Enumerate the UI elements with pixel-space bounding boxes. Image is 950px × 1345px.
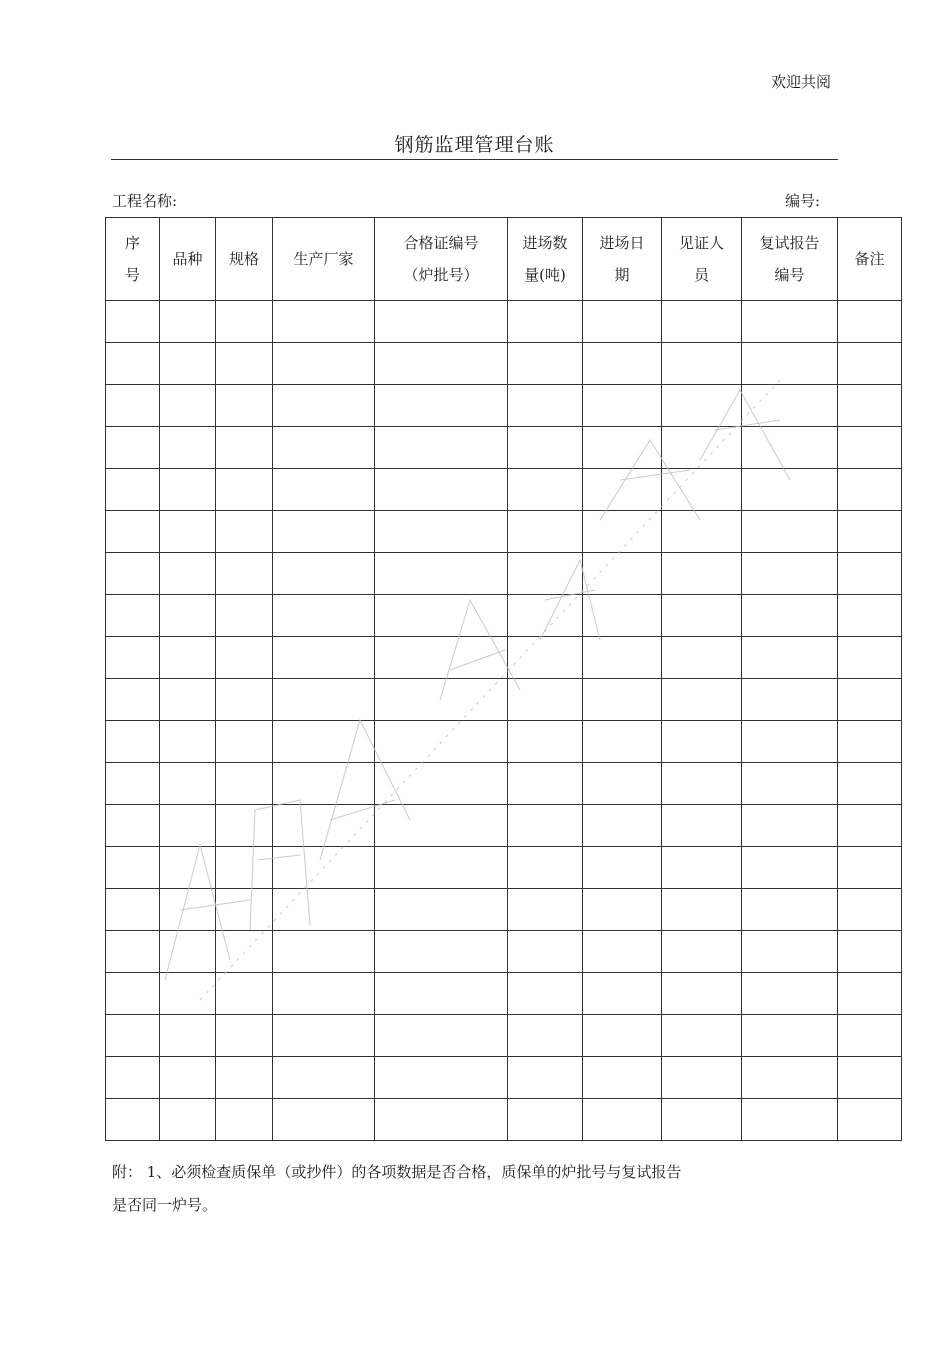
table-cell: [160, 847, 216, 889]
table-cell: [375, 427, 508, 469]
table-cell: [583, 931, 662, 973]
table-cell: [742, 763, 838, 805]
table-row: [106, 889, 902, 931]
table-cell: [216, 679, 273, 721]
table-cell: [375, 595, 508, 637]
table-cell: [583, 637, 662, 679]
table-cell: [838, 1099, 902, 1141]
table-cell: [375, 973, 508, 1015]
table-cell: [160, 511, 216, 553]
table-cell: [662, 301, 742, 343]
table-cell: [583, 1057, 662, 1099]
table-cell: [273, 847, 375, 889]
table-row: [106, 1057, 902, 1099]
table-cell: [216, 721, 273, 763]
table-cell: [508, 1057, 583, 1099]
table-cell: [508, 805, 583, 847]
table-cell: [273, 427, 375, 469]
table-cell: [662, 805, 742, 847]
table-cell: [216, 385, 273, 427]
title-underline: [111, 130, 838, 160]
col-variety: 品种: [160, 218, 216, 301]
number-label: 编号:: [784, 192, 820, 210]
table-cell: [838, 343, 902, 385]
table-cell: [273, 1099, 375, 1141]
table-cell: [583, 889, 662, 931]
table-cell: [742, 931, 838, 973]
table-cell: [216, 1099, 273, 1141]
col-retest-report-no: 复试报告 编号: [742, 218, 838, 301]
table-cell: [508, 721, 583, 763]
table-row: [106, 385, 902, 427]
table-cell: [583, 679, 662, 721]
table-cell: [106, 427, 160, 469]
table-cell: [160, 973, 216, 1015]
table-cell: [838, 637, 902, 679]
table-cell: [106, 343, 160, 385]
table-cell: [273, 301, 375, 343]
table-cell: [216, 847, 273, 889]
table-cell: [273, 1057, 375, 1099]
table-cell: [583, 721, 662, 763]
table-cell: [160, 1057, 216, 1099]
table-cell: [273, 805, 375, 847]
table-cell: [742, 553, 838, 595]
table-row: [106, 553, 902, 595]
table-cell: [106, 301, 160, 343]
table-row: [106, 931, 902, 973]
table-cell: [160, 385, 216, 427]
table-cell: [160, 931, 216, 973]
table-cell: [273, 931, 375, 973]
table-cell: [216, 469, 273, 511]
col-spec: 规格: [216, 218, 273, 301]
col-quantity: 进场数 量(吨): [508, 218, 583, 301]
col-seq: 序 号: [106, 218, 160, 301]
table-row: [106, 679, 902, 721]
table-cell: [508, 1015, 583, 1057]
table-cell: [273, 721, 375, 763]
table-cell: [216, 1057, 273, 1099]
table-row: [106, 805, 902, 847]
table-cell: [742, 679, 838, 721]
table-cell: [216, 637, 273, 679]
table-cell: [106, 805, 160, 847]
table-cell: [662, 1057, 742, 1099]
table-cell: [838, 301, 902, 343]
table-cell: [375, 1099, 508, 1141]
table-row: [106, 1099, 902, 1141]
table-cell: [160, 343, 216, 385]
table-cell: [583, 805, 662, 847]
table-cell: [838, 973, 902, 1015]
table-cell: [662, 343, 742, 385]
table-cell: [216, 301, 273, 343]
table-cell: [583, 1015, 662, 1057]
table-cell: [508, 385, 583, 427]
table-cell: [106, 679, 160, 721]
col-manufacturer: 生产厂家: [273, 218, 375, 301]
table-cell: [508, 973, 583, 1015]
table-cell: [662, 973, 742, 1015]
table-cell: [838, 427, 902, 469]
table-cell: [106, 511, 160, 553]
table-cell: [742, 595, 838, 637]
table-cell: [273, 889, 375, 931]
table-cell: [662, 1099, 742, 1141]
table-cell: [375, 511, 508, 553]
table-cell: [216, 511, 273, 553]
table-cell: [160, 679, 216, 721]
table-cell: [216, 553, 273, 595]
table-cell: [216, 427, 273, 469]
table-cell: [838, 385, 902, 427]
table-cell: [375, 679, 508, 721]
col-entry-date: 进场日 期: [583, 218, 662, 301]
table-cell: [742, 973, 838, 1015]
table-cell: [583, 595, 662, 637]
table-cell: [583, 973, 662, 1015]
table-cell: [106, 973, 160, 1015]
table-cell: [583, 469, 662, 511]
table-cell: [160, 595, 216, 637]
table-cell: [508, 301, 583, 343]
table-cell: [273, 469, 375, 511]
ledger-body: [106, 301, 902, 1141]
table-cell: [742, 1057, 838, 1099]
table-cell: [838, 469, 902, 511]
col-certificate-no: 合格证编号 （炉批号）: [375, 218, 508, 301]
footer-note: [112, 1156, 812, 1222]
table-cell: [106, 637, 160, 679]
table-cell: [838, 889, 902, 931]
table-cell: [273, 973, 375, 1015]
table-cell: [216, 973, 273, 1015]
table-cell: [160, 301, 216, 343]
table-cell: [583, 511, 662, 553]
table-cell: [216, 805, 273, 847]
table-cell: [583, 1099, 662, 1141]
table-cell: [160, 1015, 216, 1057]
table-cell: [160, 427, 216, 469]
table-cell: [273, 763, 375, 805]
table-cell: [160, 721, 216, 763]
table-cell: [583, 301, 662, 343]
document-title: 钢筋监理管理台账: [394, 134, 555, 156]
table-cell: [662, 721, 742, 763]
table-cell: [375, 931, 508, 973]
table-cell: [160, 1099, 216, 1141]
table-cell: [742, 889, 838, 931]
table-cell: [583, 763, 662, 805]
table-cell: [838, 847, 902, 889]
table-cell: [742, 469, 838, 511]
table-cell: [160, 469, 216, 511]
table-cell: [838, 1015, 902, 1057]
table-cell: [508, 427, 583, 469]
table-cell: [662, 931, 742, 973]
table-row: [106, 595, 902, 637]
project-name-label: 工程名称:: [112, 192, 178, 210]
table-cell: [742, 1015, 838, 1057]
table-cell: [662, 637, 742, 679]
table-cell: [106, 385, 160, 427]
table-cell: [375, 469, 508, 511]
table-cell: [273, 553, 375, 595]
table-cell: [375, 385, 508, 427]
table-cell: [662, 385, 742, 427]
table-cell: [742, 1099, 838, 1141]
table-cell: [106, 553, 160, 595]
table-cell: [583, 343, 662, 385]
table-cell: [508, 469, 583, 511]
table-cell: [106, 889, 160, 931]
footer-note-line-2: 是否同一炉号。: [112, 1196, 218, 1214]
table-row: [106, 343, 902, 385]
table-cell: [508, 679, 583, 721]
table-cell: [508, 343, 583, 385]
table-row: [106, 511, 902, 553]
table-cell: [662, 679, 742, 721]
table-cell: [106, 1015, 160, 1057]
table-row: [106, 721, 902, 763]
table-cell: [375, 805, 508, 847]
table-cell: [508, 595, 583, 637]
col-witness: 见证人 员: [662, 218, 742, 301]
table-cell: [662, 553, 742, 595]
table-row: [106, 427, 902, 469]
table-cell: [838, 931, 902, 973]
table-cell: [216, 763, 273, 805]
table-cell: [838, 721, 902, 763]
table-cell: [838, 511, 902, 553]
table-cell: [375, 721, 508, 763]
table-cell: [273, 511, 375, 553]
table-cell: [160, 889, 216, 931]
table-cell: [742, 343, 838, 385]
table-cell: [662, 511, 742, 553]
table-cell: [508, 553, 583, 595]
col-remarks: 备注: [838, 218, 902, 301]
table-cell: [742, 301, 838, 343]
table-cell: [742, 805, 838, 847]
table-cell: [273, 595, 375, 637]
table-cell: [216, 343, 273, 385]
table-cell: [583, 427, 662, 469]
table-cell: [838, 595, 902, 637]
header-note: 欢迎共阅: [770, 73, 831, 91]
table-row: [106, 301, 902, 343]
table-cell: [742, 385, 838, 427]
table-row: [106, 847, 902, 889]
table-cell: [160, 553, 216, 595]
table-cell: [583, 847, 662, 889]
table-cell: [160, 763, 216, 805]
table-cell: [508, 931, 583, 973]
table-cell: [106, 847, 160, 889]
table-cell: [160, 637, 216, 679]
table-cell: [375, 847, 508, 889]
table-cell: [273, 1015, 375, 1057]
table-cell: [106, 721, 160, 763]
table-cell: [508, 1099, 583, 1141]
table-cell: [273, 679, 375, 721]
table-cell: [106, 931, 160, 973]
table-row: [106, 637, 902, 679]
table-cell: [273, 385, 375, 427]
table-cell: [375, 889, 508, 931]
table-cell: [375, 1057, 508, 1099]
table-cell: [662, 847, 742, 889]
table-cell: [375, 553, 508, 595]
table-cell: [742, 847, 838, 889]
table-cell: [662, 595, 742, 637]
table-cell: [662, 1015, 742, 1057]
table-cell: [838, 1057, 902, 1099]
table-cell: [375, 637, 508, 679]
table-cell: [508, 763, 583, 805]
table-cell: [106, 1099, 160, 1141]
table-cell: [375, 343, 508, 385]
table-row: [106, 1015, 902, 1057]
table-cell: [583, 385, 662, 427]
table-cell: [742, 427, 838, 469]
table-cell: [106, 595, 160, 637]
ledger-table: [105, 217, 902, 1141]
footer-note-line-1: 附： 1、必须检查质保单（或抄件）的各项数据是否合格，质保单的炉批号与复试报告: [112, 1163, 682, 1181]
table-row: [106, 469, 902, 511]
table-cell: [838, 805, 902, 847]
table-cell: [216, 889, 273, 931]
table-cell: [583, 553, 662, 595]
table-cell: [662, 427, 742, 469]
table-cell: [662, 763, 742, 805]
table-cell: [273, 343, 375, 385]
table-cell: [742, 721, 838, 763]
table-row: [106, 973, 902, 1015]
table-cell: [216, 595, 273, 637]
table-cell: [838, 763, 902, 805]
table-cell: [106, 1057, 160, 1099]
table-cell: [375, 763, 508, 805]
table-cell: [508, 889, 583, 931]
table-cell: [662, 889, 742, 931]
table-cell: [742, 637, 838, 679]
table-cell: [273, 637, 375, 679]
table-row: [106, 763, 902, 805]
table-cell: [216, 931, 273, 973]
table-cell: [662, 469, 742, 511]
table-cell: [838, 553, 902, 595]
table-cell: [742, 511, 838, 553]
table-cell: [838, 679, 902, 721]
table-cell: [106, 469, 160, 511]
table-cell: [375, 301, 508, 343]
table-cell: [508, 847, 583, 889]
table-cell: [508, 511, 583, 553]
table-cell: [375, 1015, 508, 1057]
table-cell: [160, 805, 216, 847]
table-cell: [508, 637, 583, 679]
table-cell: [216, 1015, 273, 1057]
table-cell: [106, 763, 160, 805]
table-header-row: [106, 218, 902, 301]
